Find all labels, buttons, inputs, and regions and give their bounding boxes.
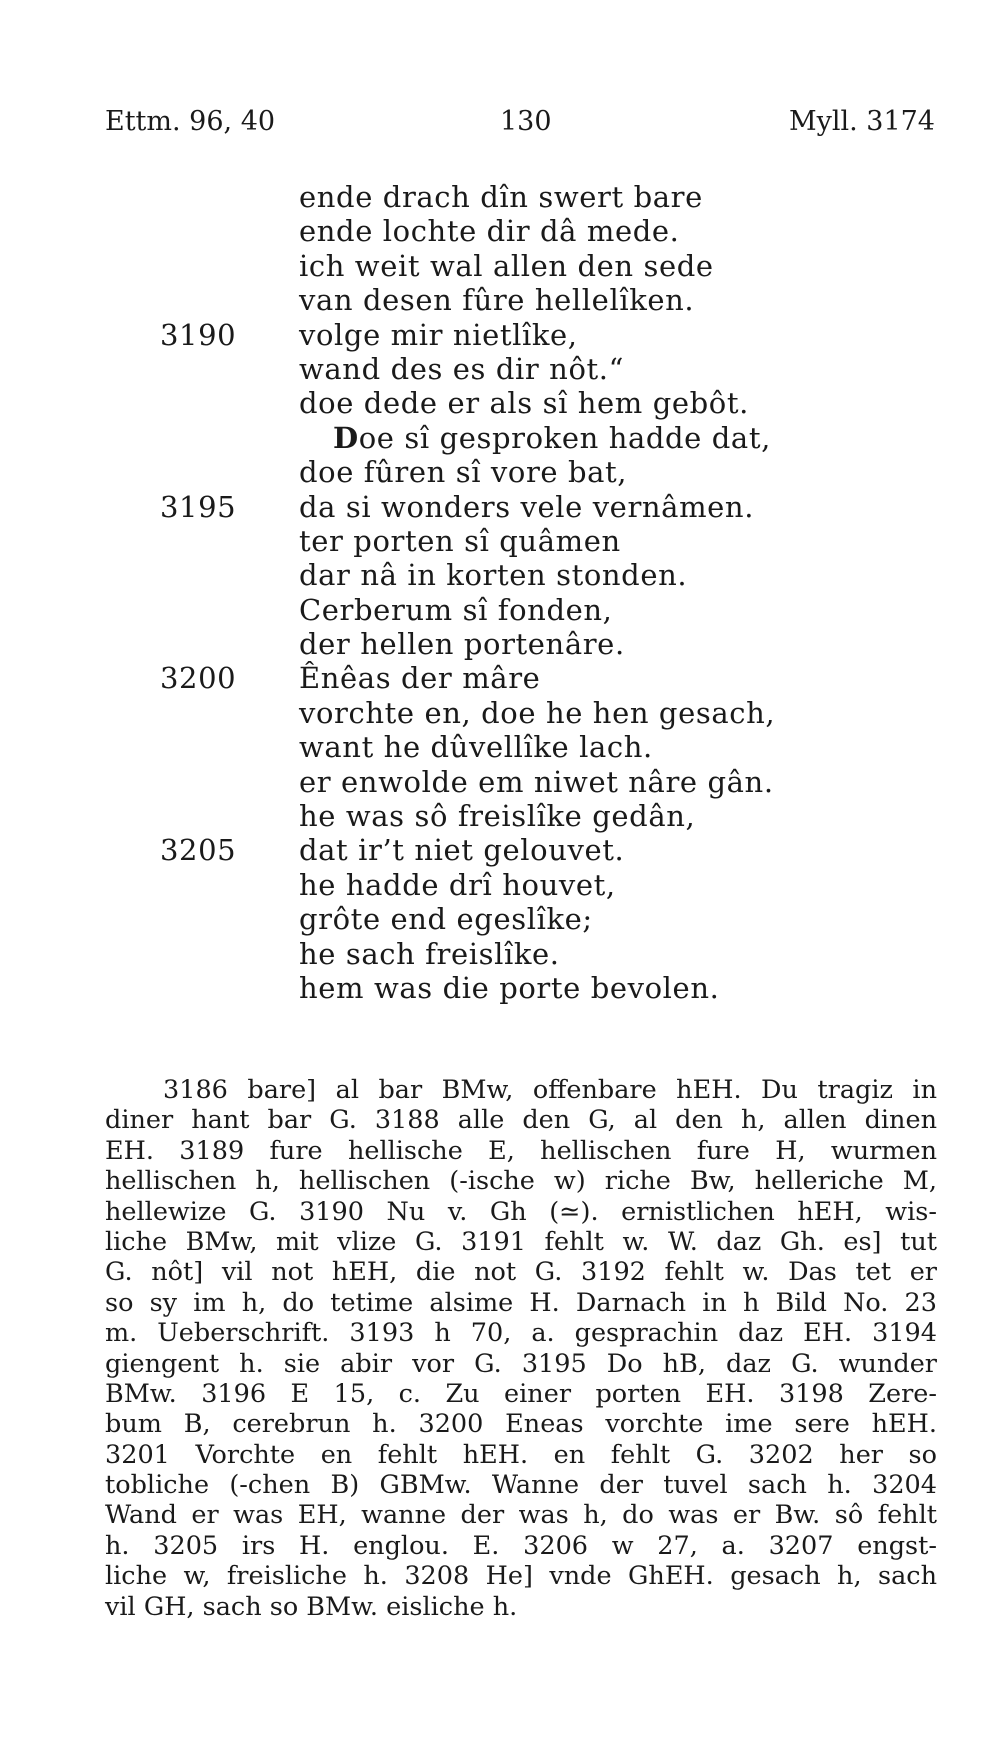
verse-line xyxy=(160,249,860,283)
verse-line xyxy=(160,318,860,352)
apparatus-line: hellewize G. 3190 Nu v. Gh (≃). ernistlichen hEH, wis- xyxy=(105,1196,937,1227)
verse-line-text: der hellen portenâre. xyxy=(299,627,625,662)
verse-line-text: vorchte en, doe he hen gesach, xyxy=(299,695,776,730)
verse-line xyxy=(160,902,860,936)
running-header xyxy=(105,106,935,146)
verse-line-text: ende drach dîn swert bare xyxy=(299,180,703,214)
verse-line-rest: oe sî gesproken hadde dat, xyxy=(358,420,771,455)
apparatus-line: 3186 bare] al bar BMw, offenbare hEH. Du tragiz in xyxy=(163,1075,937,1105)
verse-line xyxy=(160,971,860,1005)
verse-line xyxy=(160,352,860,386)
apparatus-line: BMw. 3196 E 15, c. Zu einer porten EH. 3198 Zere- xyxy=(105,1378,937,1409)
line-number: 3205 xyxy=(160,833,237,868)
apparatus-line: diner hant bar G. 3188 alle den G, al den h, allen dinen xyxy=(105,1105,937,1136)
apparatus-line: EH. 3189 fure hellische E, hellischen fure H, wurmen xyxy=(105,1135,937,1166)
verse-line-text: hem was die porte bevolen. xyxy=(299,970,720,1005)
verse-line-text: doe dede er als sî hem gebôt. xyxy=(299,386,749,421)
apparatus-line: liche BMw, mit vlize G. 3191 fehlt w. W. daz Gh. es] tut xyxy=(105,1226,937,1257)
apparatus-line: Wand er was EH, wanne der was h, do was er Bw. sô fehlt xyxy=(105,1500,937,1531)
verse-line xyxy=(160,455,860,489)
verse-line xyxy=(160,765,860,799)
verse-line-text: he was sô freislîke gedân, xyxy=(299,799,696,834)
section-initial: D xyxy=(333,420,359,455)
line-number: 3190 xyxy=(160,317,237,352)
verse-line xyxy=(160,421,860,455)
apparatus-line: h. 3205 irs H. englou. E. 3206 w 27, a. 3207 engst- xyxy=(105,1530,937,1561)
verse-line xyxy=(160,386,860,420)
verse-line-text xyxy=(333,421,771,455)
verse-line-text: Ênêas der mâre xyxy=(299,661,541,696)
apparatus-line: liche w, freisliche h. 3208 He] vnde GhEH. gesach h, sach xyxy=(105,1561,937,1592)
verse-line-text: he sach freislîke. xyxy=(299,936,560,971)
apparatus-line: giengent h. sie abir vor G. 3195 Do hB, daz G. wunder xyxy=(105,1348,937,1379)
verse-line xyxy=(160,799,860,833)
verse-line xyxy=(160,868,860,902)
line-number: 3195 xyxy=(160,489,237,524)
apparatus-line: G. nôt] vil not hEH, die not G. 3192 fehlt w. Das tet er xyxy=(105,1257,937,1288)
apparatus-line: bum B, cerebrun h. 3200 Eneas vorchte ime sere hEH. xyxy=(105,1409,937,1440)
verse-line xyxy=(160,937,860,971)
verse-line xyxy=(160,730,860,764)
verse-line-text: van desen fûre hellelîken. xyxy=(299,283,695,318)
verse-line-text: ter porten sî quâmen xyxy=(299,523,621,558)
verse-line xyxy=(160,558,860,592)
verse-line xyxy=(160,661,860,695)
verse-line xyxy=(160,283,860,317)
verse-line-text: grôte end egeslîke; xyxy=(299,902,593,937)
verse-line-text: wand des es dir nôt.“ xyxy=(299,351,625,386)
verse-line-text: er enwolde em niwet nâre gân. xyxy=(299,764,774,799)
apparatus-line: hellischen h, hellischen (-ische w) riche Bw, helleriche M, xyxy=(105,1166,937,1197)
verse-text xyxy=(160,180,860,1005)
apparatus-line: tobliche (-chen B) GBMw. Wanne der tuvel sach h. 3204 xyxy=(105,1470,937,1501)
verse-line xyxy=(160,627,860,661)
verse-line-text: dar nâ in korten stonden. xyxy=(299,558,688,593)
verse-line-text: da si wonders vele vernâmen. xyxy=(299,489,755,524)
verse-line-text: he hadde drî houvet, xyxy=(299,867,616,902)
verse-line-text: volge mir nietlîke, xyxy=(299,317,578,352)
header-left-reference: Ettm. 96, 40 xyxy=(105,106,276,137)
verse-line xyxy=(160,214,860,248)
page-number: 130 xyxy=(500,106,552,137)
line-number: 3200 xyxy=(160,661,237,696)
verse-line xyxy=(160,524,860,558)
apparatus-line: m. Ueberschrift. 3193 h 70, a. gesprachin daz EH. 3194 xyxy=(105,1318,937,1349)
verse-line-text: doe fûren sî vore bat, xyxy=(299,455,628,490)
apparatus-line: vil GH, sach so BMw. eisliche h. xyxy=(105,1591,518,1622)
verse-line xyxy=(160,180,860,214)
apparatus-line: 3201 Vorchte en fehlt hEH. en fehlt G. 3202 her so xyxy=(105,1439,937,1470)
verse-line-text: want he dûvellîke lach. xyxy=(299,730,653,765)
verse-line-text: dat ir’t niet gelouvet. xyxy=(299,833,625,868)
verse-line-text: ende lochte dir dâ mede. xyxy=(299,214,680,249)
verse-line-text: ich weit wal allen den sede xyxy=(299,248,714,283)
critical-apparatus xyxy=(105,1075,937,1622)
verse-line xyxy=(160,696,860,730)
verse-line xyxy=(160,490,860,524)
verse-line xyxy=(160,833,860,867)
apparatus-line: so sy im h, do tetime alsime H. Darnach in h Bild No. 23 xyxy=(105,1287,937,1318)
verse-line xyxy=(160,593,860,627)
header-right-reference: Myll. 3174 xyxy=(788,106,935,137)
verse-line-text: Cerberum sî fonden, xyxy=(299,592,613,627)
